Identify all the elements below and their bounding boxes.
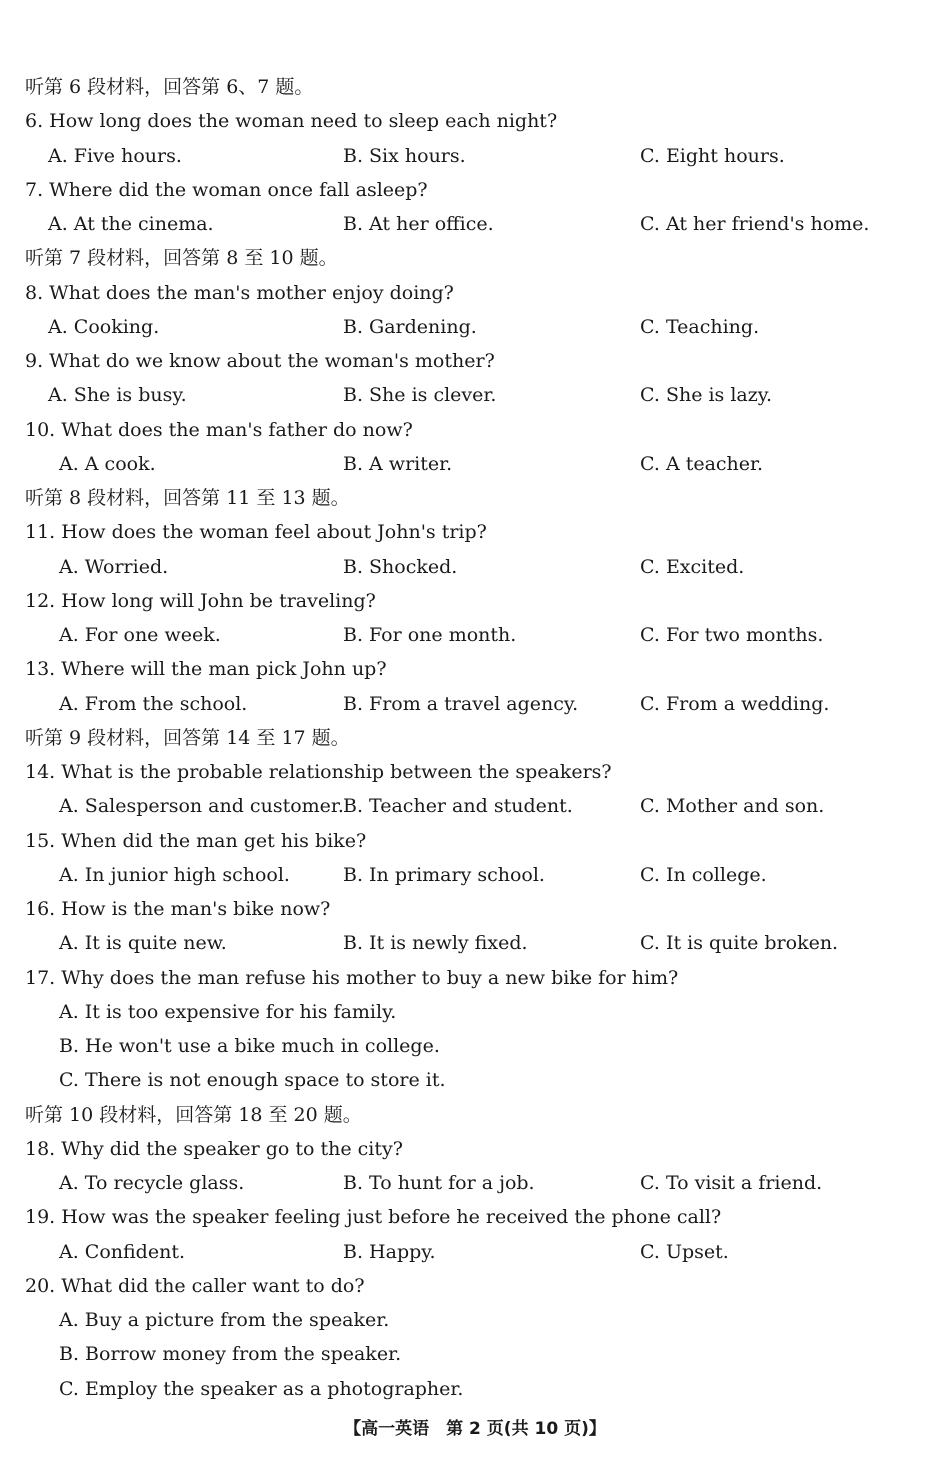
options-row (0, 378, 950, 412)
option-a: A. Confident. (59, 1240, 186, 1263)
options-row (0, 687, 950, 721)
section-heading (0, 721, 950, 755)
question-stem (0, 652, 950, 686)
option-text: B. He won't use a bike much in college. (59, 1035, 440, 1057)
option-c: C. Eight hours. (640, 144, 785, 167)
option-b: B. At her office. (343, 213, 494, 235)
question-text: 17. Why does the man refuse his mother to buy a new bike for him? (25, 966, 679, 989)
option-c: C. Mother and son. (640, 795, 825, 818)
option-b: B. She is clever. (343, 384, 497, 407)
options-row (0, 926, 950, 960)
option-c: C. In college. (640, 863, 767, 886)
question-stem (0, 104, 950, 138)
section-heading (0, 70, 950, 104)
question-text: 10. What does the man's father do now? (25, 418, 413, 441)
option-a: A. A cook. (59, 452, 156, 475)
option-text: A. Buy a picture from the speaker. (59, 1309, 390, 1331)
option-c: C. Teaching. (640, 315, 760, 338)
option-a: A. At the cinema. (48, 213, 214, 235)
section-heading (0, 1098, 950, 1132)
option-full-line (0, 1337, 950, 1371)
option-full-line (0, 1063, 950, 1097)
section-heading-text: 听第 8 段材料，回答第 11 至 13 题。 (25, 487, 350, 509)
options-row (0, 1235, 950, 1269)
question-text: 20. What did the caller want to do? (25, 1274, 365, 1297)
question-text: 11. How does the woman feel about John's trip? (25, 521, 487, 544)
question-stem (0, 276, 950, 310)
question-text: 14. What is the probable relationship between the speakers? (25, 761, 612, 783)
question-stem (0, 344, 950, 378)
question-text: 15. When did the man get his bike? (25, 829, 367, 852)
option-b: B. To hunt for a job. (343, 1172, 535, 1194)
section-heading-text: 听第 6 段材料，回答第 6、7 题。 (25, 76, 314, 98)
question-stem (0, 413, 950, 447)
option-text: C. Employ the speaker as a photographer. (59, 1377, 464, 1400)
option-a: A. Five hours. (48, 144, 182, 167)
option-c: C. It is quite broken. (640, 932, 839, 955)
question-text: 19. How was the speaker feeling just before he received the phone call? (25, 1206, 722, 1229)
option-a: A. She is busy. (48, 384, 187, 407)
option-c: C. At her friend's home. (640, 213, 870, 235)
option-text: B. Borrow money from the speaker. (59, 1343, 402, 1366)
options-row (0, 618, 950, 652)
section-heading (0, 481, 950, 515)
question-stem (0, 1200, 950, 1234)
options-row (0, 207, 950, 241)
option-c: C. She is lazy. (640, 384, 773, 407)
option-b: B. Happy. (343, 1240, 436, 1263)
question-text: 9. What do we know about the woman's mother? (25, 350, 495, 372)
option-c: C. For two months. (640, 624, 824, 646)
question-stem (0, 824, 950, 858)
option-c: C. Upset. (640, 1240, 729, 1263)
options-row (0, 858, 950, 892)
options-row (0, 447, 950, 481)
option-full-line (0, 1029, 950, 1063)
question-stem (0, 515, 950, 549)
question-stem (0, 1132, 950, 1166)
question-stem (0, 755, 950, 789)
options-row (0, 1166, 950, 1200)
option-b: B. Shocked. (343, 555, 458, 578)
question-stem (0, 173, 950, 207)
options-row (0, 550, 950, 584)
question-text: 13. Where will the man pick John up? (25, 658, 387, 681)
option-c: C. To visit a friend. (640, 1172, 823, 1194)
question-text: 6. How long does the woman need to sleep each night? (25, 110, 558, 133)
option-b: B. Gardening. (343, 315, 477, 338)
section-heading-text: 听第 10 段材料，回答第 18 至 20 题。 (25, 1103, 362, 1126)
section-heading (0, 241, 950, 275)
option-c: C. Excited. (640, 555, 745, 578)
option-a: A. Worried. (59, 555, 169, 578)
option-a: A. In junior high school. (59, 863, 290, 886)
option-full-line (0, 995, 950, 1029)
question-text: 7. Where did the woman once fall asleep? (25, 178, 428, 201)
question-stem (0, 584, 950, 618)
question-stem (0, 1269, 950, 1303)
option-c: C. From a wedding. (640, 692, 830, 715)
option-b: B. For one month. (343, 624, 517, 646)
option-a: A. Cooking. (48, 315, 160, 338)
section-heading-text: 听第 9 段材料，回答第 14 至 17 题。 (25, 726, 350, 749)
option-b: B. It is newly fixed. (343, 932, 528, 955)
exam-page-content (0, 70, 950, 1406)
page-footer: 【高一英语 第 2 页(共 10 页)】 (344, 1419, 606, 1439)
options-row (0, 139, 950, 173)
option-b: B. Teacher and student. (343, 795, 573, 818)
option-text: A. It is too expensive for his family. (59, 1000, 397, 1023)
option-a: A. For one week. (59, 624, 221, 646)
option-a: A. From the school. (59, 692, 248, 715)
option-b: B. Six hours. (343, 144, 466, 167)
question-text: 16. How is the man's bike now? (25, 898, 331, 920)
option-b: B. From a travel agency. (343, 692, 579, 715)
option-text: C. There is not enough space to store it. (59, 1069, 446, 1092)
question-stem (0, 961, 950, 995)
option-b: B. A writer. (343, 452, 453, 475)
option-a: A. Salesperson and customer. (59, 795, 344, 818)
question-stem (0, 892, 950, 926)
option-a: A. It is quite new. (59, 932, 227, 955)
question-text: 18. Why did the speaker go to the city? (25, 1137, 403, 1160)
option-full-line (0, 1372, 950, 1406)
option-b: B. In primary school. (343, 863, 545, 886)
section-heading-text: 听第 7 段材料，回答第 8 至 10 题。 (25, 247, 338, 270)
question-text: 8. What does the man's mother enjoy doing? (25, 281, 454, 304)
option-a: A. To recycle glass. (59, 1172, 245, 1194)
options-row (0, 789, 950, 823)
option-c: C. A teacher. (640, 452, 764, 475)
question-text: 12. How long will John be traveling? (25, 589, 376, 612)
option-full-line (0, 1303, 950, 1337)
options-row (0, 310, 950, 344)
